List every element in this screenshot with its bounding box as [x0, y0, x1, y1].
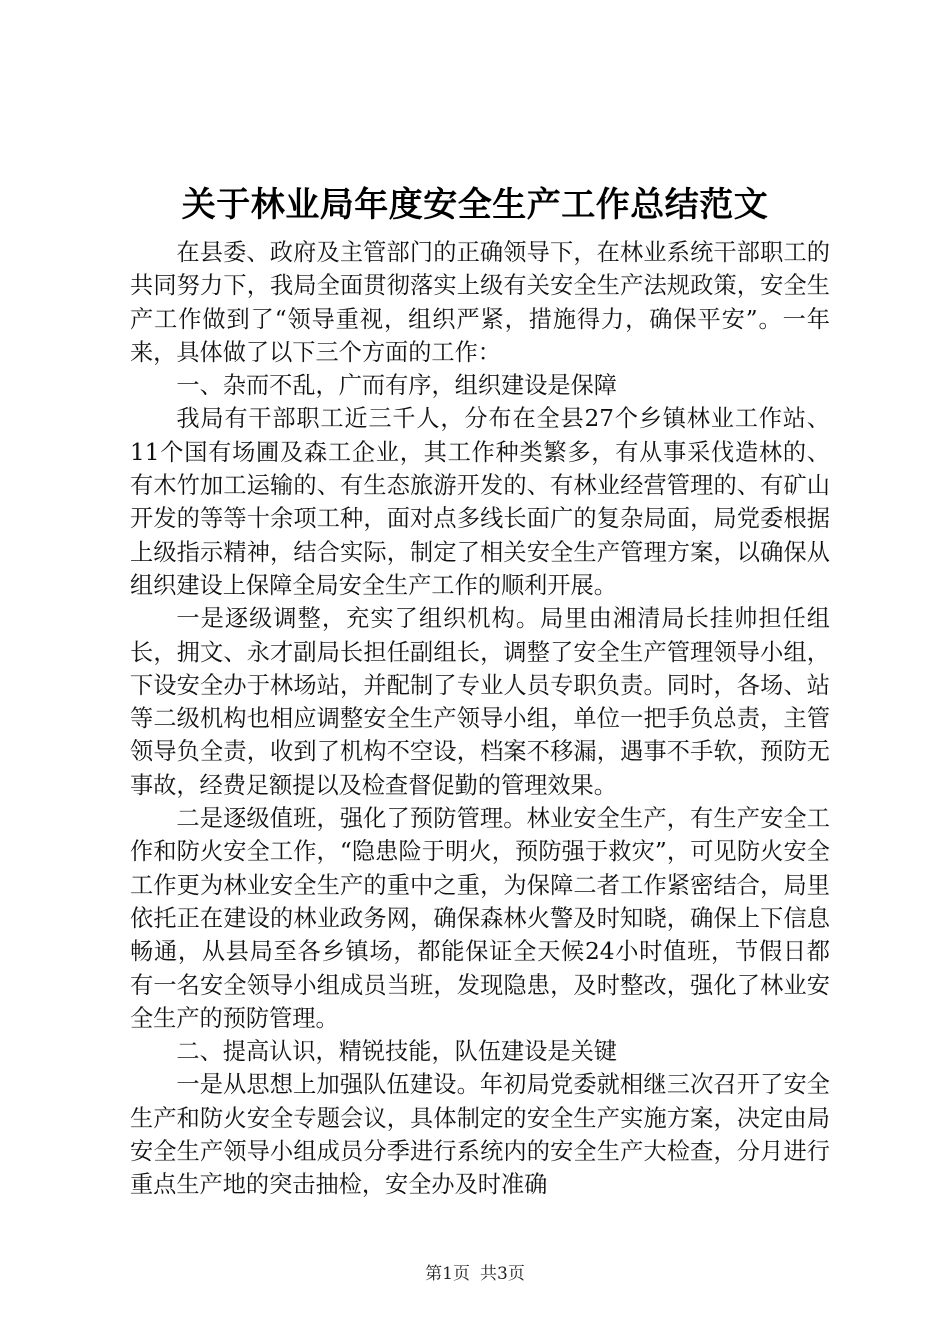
page-number-total: 共3页 — [480, 1264, 525, 1284]
section-heading-1: 一、杂而不乱，广而有序，组织建设是保障 — [176, 372, 617, 400]
page-footer — [0, 1262, 950, 1286]
section-heading-2: 二、提高认识，精锐技能，队伍建设是关键 — [176, 1038, 617, 1066]
paragraph-team-building: 一是从思想上加强队伍建设。年初局党委就相继三次召开了安全生产和防火安全专题会议，具体制定的安全生产实施方案，决定由局安全生产领导小组成员分季进行系统内的安全生产大检查，分月进行重点生产地的突击抽检，安全办及时准确 — [130, 1071, 830, 1199]
page-number-current: 第1页 — [425, 1264, 470, 1284]
paragraph-staff-overview: 我局有干部职工近三千人，分布在全县27个乡镇林业工作站、11个国有场圃及森工企业，其工作种类繁多，有从事采伐造林的、有木竹加工运输的、有生态旅游开发的、有林业经营管理的、有矿山开发的等等十余项工种，面对点多线长面广的复杂局面，局党委根据上级指示精神，结合实际，制定了相关安全生产管理方案，以确保从组织建设上保障全局安全生产工作的顺利开展。 — [130, 405, 830, 599]
paragraph-organization-adjustment: 一是逐级调整，充实了组织机构。局里由湘清局长挂帅担任组长，拥文、永才副局长担任副组长，调整了安全生产管理领导小组，下设安全办于林场站，并配制了专业人员专职负责。同时，各场、站等二级机构也相应调整安全生产领导小组，单位一把手负总责，主管领导负全责，收到了机构不空设，档案不移漏，遇事不手软，预防无事故，经费足额提以及检查督促勤的管理效果。 — [130, 605, 830, 799]
paragraph-intro: 在县委、政府及主管部门的正确领导下，在林业系统干部职工的共同努力下，我局全面贯彻落实上级有关安全生产法规政策，安全生产工作做到了“领导重视，组织严紧，措施得力，确保平安”。一年来，具体做了以下三个方面的工作： — [130, 239, 830, 366]
paragraph-duty-rotation: 二是逐级值班，强化了预防管理。林业安全生产，有生产安全工作和防火安全工作，“隐患险于明火，预防强于救灾”，可见防火安全工作更为林业安全生产的重中之重，为保障二者工作紧密结合，局里依托正在建设的林业政务网，确保森林火警及时知晓，确保上下信息畅通，从县局至各乡镇场，都能保证全天候24小时值班，节假日都有一名安全领导小组成员当班，发现隐患，及时整改，强化了林业安全生产的预防管理。 — [130, 805, 830, 1032]
document-title: 关于林业局年度安全生产工作总结范文 — [181, 185, 769, 225]
document-body — [130, 236, 830, 1202]
